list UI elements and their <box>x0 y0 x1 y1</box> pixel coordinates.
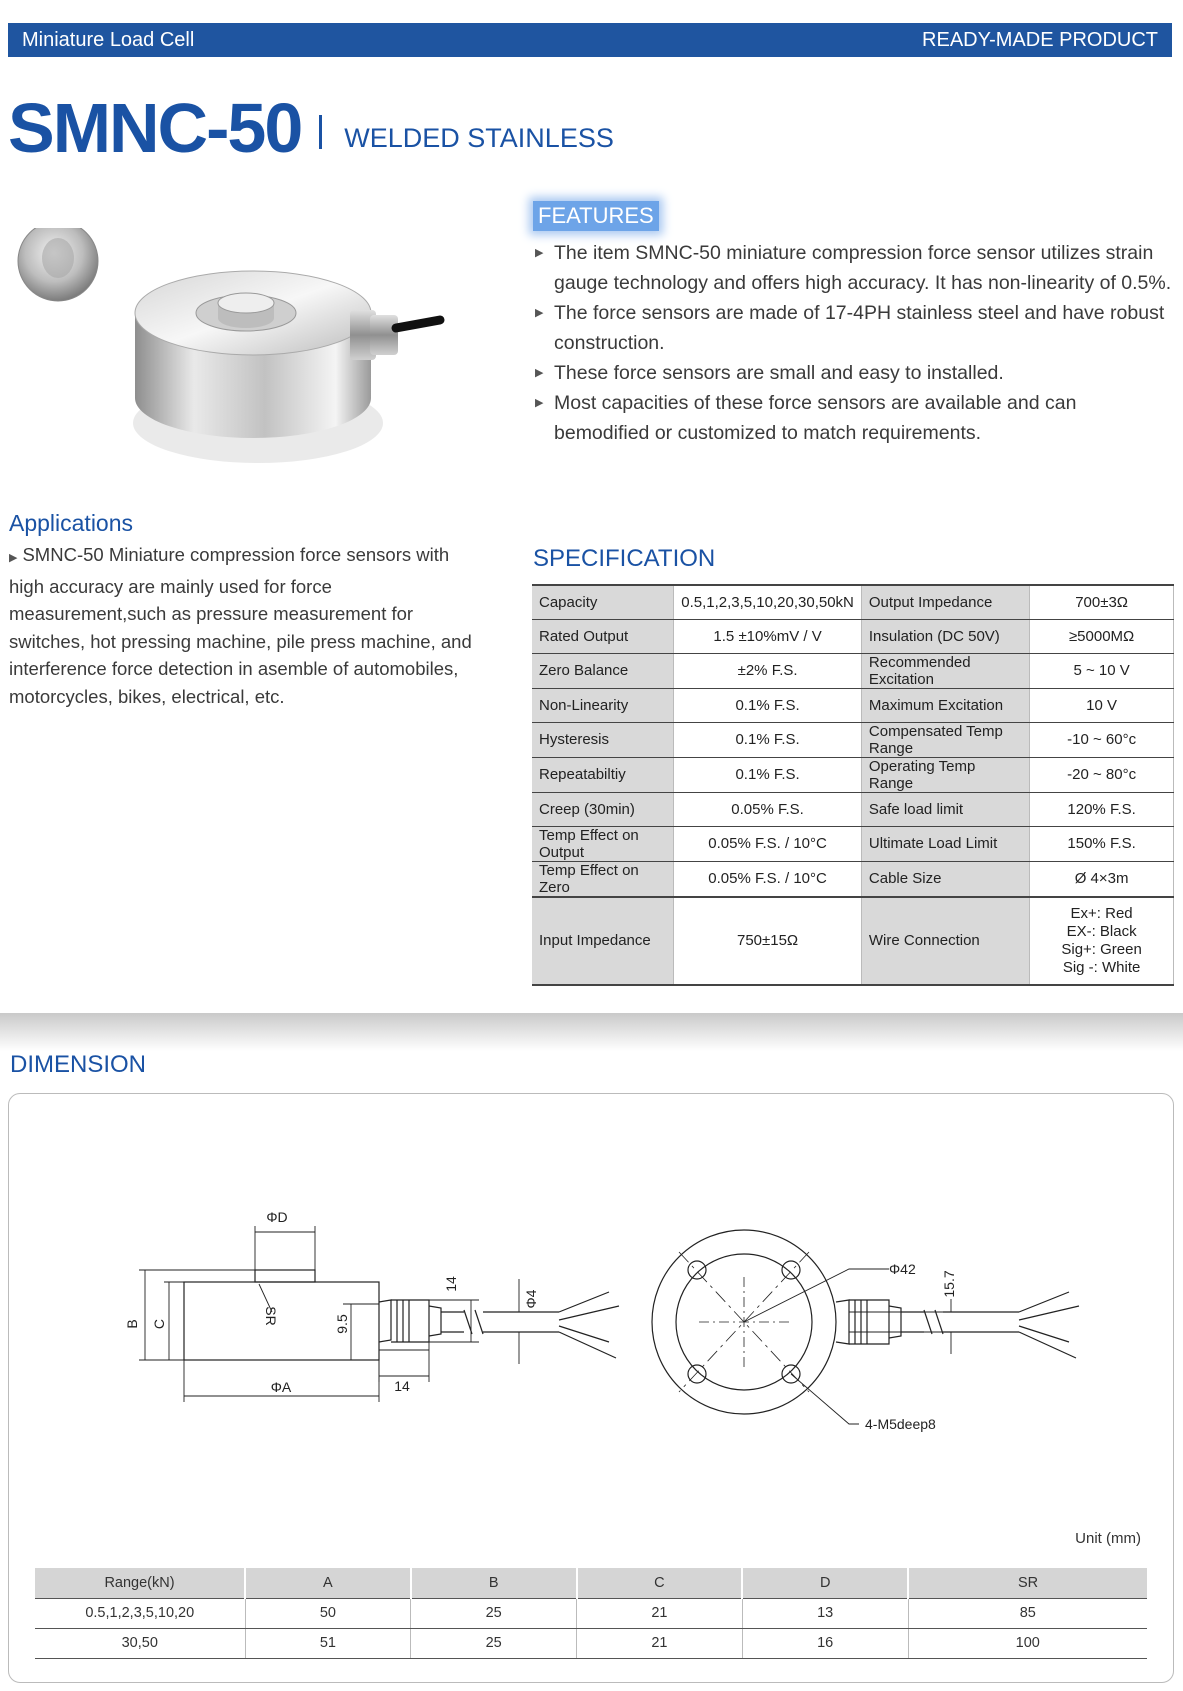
table-cell: 25 <box>411 1598 577 1628</box>
spec-label: Output Impedance <box>861 585 1029 619</box>
bullet-arrow-icon: ▶ <box>9 552 18 564</box>
table-cell: 51 <box>245 1628 411 1658</box>
spec-row <box>532 688 1174 722</box>
spec-value: ±2% F.S. <box>674 653 862 688</box>
specification-table <box>532 584 1174 986</box>
spec-value: 0.05% F.S. / 10°C <box>674 826 862 861</box>
column-header: SR <box>908 1568 1147 1598</box>
spec-row <box>532 897 1174 985</box>
column-header: A <box>245 1568 411 1598</box>
table-cell: 30,50 <box>35 1628 245 1658</box>
table-cell: 16 <box>742 1628 908 1658</box>
column-header: D <box>742 1568 908 1598</box>
wire-value: EX-: Black <box>1066 922 1137 940</box>
spec-value: 1.5 ±10%mV / V <box>674 619 862 653</box>
unit-label: Unit (mm) <box>1075 1530 1141 1547</box>
spec-label: Zero Balance <box>532 653 674 688</box>
spec-label: Rated Output <box>532 619 674 653</box>
spec-value: 5 ~ 10 V <box>1030 653 1174 688</box>
column-header: Range(kN) <box>35 1568 245 1598</box>
spec-label: Ultimate Load Limit <box>861 826 1029 861</box>
applications-body: SMNC-50 Miniature compression force sensors with high accuracy are mainly used for force measurement,such as pressure measurement for switches, hot pressing machine, pile press machine, and interference force detection in asemble of automobiles, motorcycles, bikes, electrical, etc. <box>9 544 472 707</box>
spec-row <box>532 861 1174 897</box>
spec-label: Non-Linearity <box>532 688 674 722</box>
spec-value: ≥5000MΩ <box>1030 619 1174 653</box>
spec-row <box>532 585 1174 619</box>
spec-value: 0.1% F.S. <box>674 688 862 722</box>
label-thread: 4-M5deep8 <box>865 1416 936 1432</box>
spec-label: Capacity <box>532 585 674 619</box>
spec-value: 700±3Ω <box>1030 585 1174 619</box>
spec-label: Compensated Temp Range <box>861 722 1029 757</box>
spec-label: Hysteresis <box>532 722 674 757</box>
spec-value: 0.1% F.S. <box>674 757 862 792</box>
dimension-panel <box>8 1093 1174 1683</box>
load-cell-illustration <box>133 271 440 463</box>
spec-value: 0.5,1,2,3,5,10,20,30,50kN <box>674 585 862 619</box>
column-header: B <box>411 1568 577 1598</box>
applications-text <box>9 541 484 710</box>
spec-row <box>532 757 1174 792</box>
dimension-heading: DIMENSION <box>10 1051 147 1078</box>
spec-value: 750±15Ω <box>674 897 862 985</box>
coin-illustration <box>18 228 98 301</box>
spec-label: Operating Temp Range <box>861 757 1029 792</box>
spec-value: -10 ~ 60°c <box>1030 722 1174 757</box>
dimension-table <box>35 1568 1147 1659</box>
label-phi-4: Φ4 <box>523 1289 539 1309</box>
label-phi-42: Φ42 <box>889 1261 916 1277</box>
wire-value: Sig+: Green <box>1061 940 1142 958</box>
spec-label: Input Impedance <box>532 897 674 985</box>
table-cell: 0.5,1,2,3,5,10,20 <box>35 1598 245 1628</box>
spec-value: 0.05% F.S. <box>674 792 862 826</box>
spec-label: Cable Size <box>861 861 1029 897</box>
spec-row <box>532 722 1174 757</box>
spec-label: Creep (30min) <box>532 792 674 826</box>
model-name: SMNC-50 <box>8 89 302 167</box>
category-label: Miniature Load Cell <box>22 28 195 51</box>
spec-row <box>532 826 1174 861</box>
side-view-drawing <box>139 1226 619 1402</box>
features-list <box>533 238 1173 448</box>
spec-row <box>532 792 1174 826</box>
spec-label: Insulation (DC 50V) <box>861 619 1029 653</box>
label-b: B <box>124 1319 140 1329</box>
label-phi-d: ΦD <box>266 1209 288 1225</box>
label-15-7: 15.7 <box>941 1270 957 1298</box>
label-sr: SR <box>263 1306 279 1326</box>
spec-value: -20 ~ 80°c <box>1030 757 1174 792</box>
wire-connection-values <box>1030 897 1174 985</box>
table-row <box>35 1598 1147 1628</box>
table-cell: 25 <box>411 1628 577 1658</box>
features-heading: FEATURES <box>533 201 659 231</box>
spec-value: 150% F.S. <box>1030 826 1174 861</box>
label-phi-a: ΦA <box>270 1379 292 1395</box>
specification-heading: SPECIFICATION <box>533 545 716 572</box>
feature-item: ▶ Most capacities of these force sensors are available and can bemodified or customized to match requirements. <box>533 388 1173 448</box>
spec-row <box>532 653 1174 688</box>
spec-label: Temp Effect on Output <box>532 826 674 861</box>
spec-value: 120% F.S. <box>1030 792 1174 826</box>
table-cell: 100 <box>908 1628 1147 1658</box>
spec-label: Wire Connection <box>861 897 1029 985</box>
feature-item: ▶ The item SMNC-50 miniature compression force sensor utilizes strain gauge technology and offers high accuracy. It has non-linearity of 0.5%. <box>533 238 1173 298</box>
label-c: C <box>151 1318 167 1330</box>
spec-value: Ø 4×3m <box>1030 861 1174 897</box>
applications-heading: Applications <box>9 510 134 536</box>
label-14-height: 14 <box>443 1276 459 1292</box>
spec-value: 0.05% F.S. / 10°C <box>674 861 862 897</box>
column-header: C <box>577 1568 743 1598</box>
spec-label: Safe load limit <box>861 792 1029 826</box>
table-cell: 13 <box>742 1598 908 1628</box>
feature-item: ▶ The force sensors are made of 17-4PH stainless steel and have robust construction. <box>533 298 1173 358</box>
model-subtitle: WELDED STAINLESS <box>344 122 614 153</box>
spec-label: Recommended Excitation <box>861 653 1029 688</box>
top-view-drawing <box>652 1230 1079 1424</box>
dimension-table-header <box>35 1568 1147 1598</box>
title-separator <box>319 115 322 149</box>
spec-row <box>532 619 1174 653</box>
product-photo <box>10 228 490 498</box>
spec-value: 0.1% F.S. <box>674 722 862 757</box>
spec-label: Repeatabiltiy <box>532 757 674 792</box>
spec-label: Temp Effect on Zero <box>532 861 674 897</box>
spec-label: Maximum Excitation <box>861 688 1029 722</box>
label-14-width: 14 <box>394 1378 410 1394</box>
feature-item: ▶ These force sensors are small and easy to installed. <box>533 358 1173 388</box>
table-cell: 21 <box>577 1598 743 1628</box>
wire-value: Sig -: White <box>1062 958 1141 976</box>
section-divider <box>0 1013 1183 1051</box>
header-bar <box>8 23 1172 57</box>
product-tag: READY-MADE PRODUCT <box>922 28 1158 51</box>
wire-value: Ex+: Red <box>1070 904 1133 922</box>
table-cell: 85 <box>908 1598 1147 1628</box>
spec-value: 10 V <box>1030 688 1174 722</box>
page-title <box>8 88 614 168</box>
table-cell: 21 <box>577 1628 743 1658</box>
table-cell: 50 <box>245 1598 411 1628</box>
table-row <box>35 1628 1147 1658</box>
label-9-5: 9.5 <box>334 1314 350 1334</box>
